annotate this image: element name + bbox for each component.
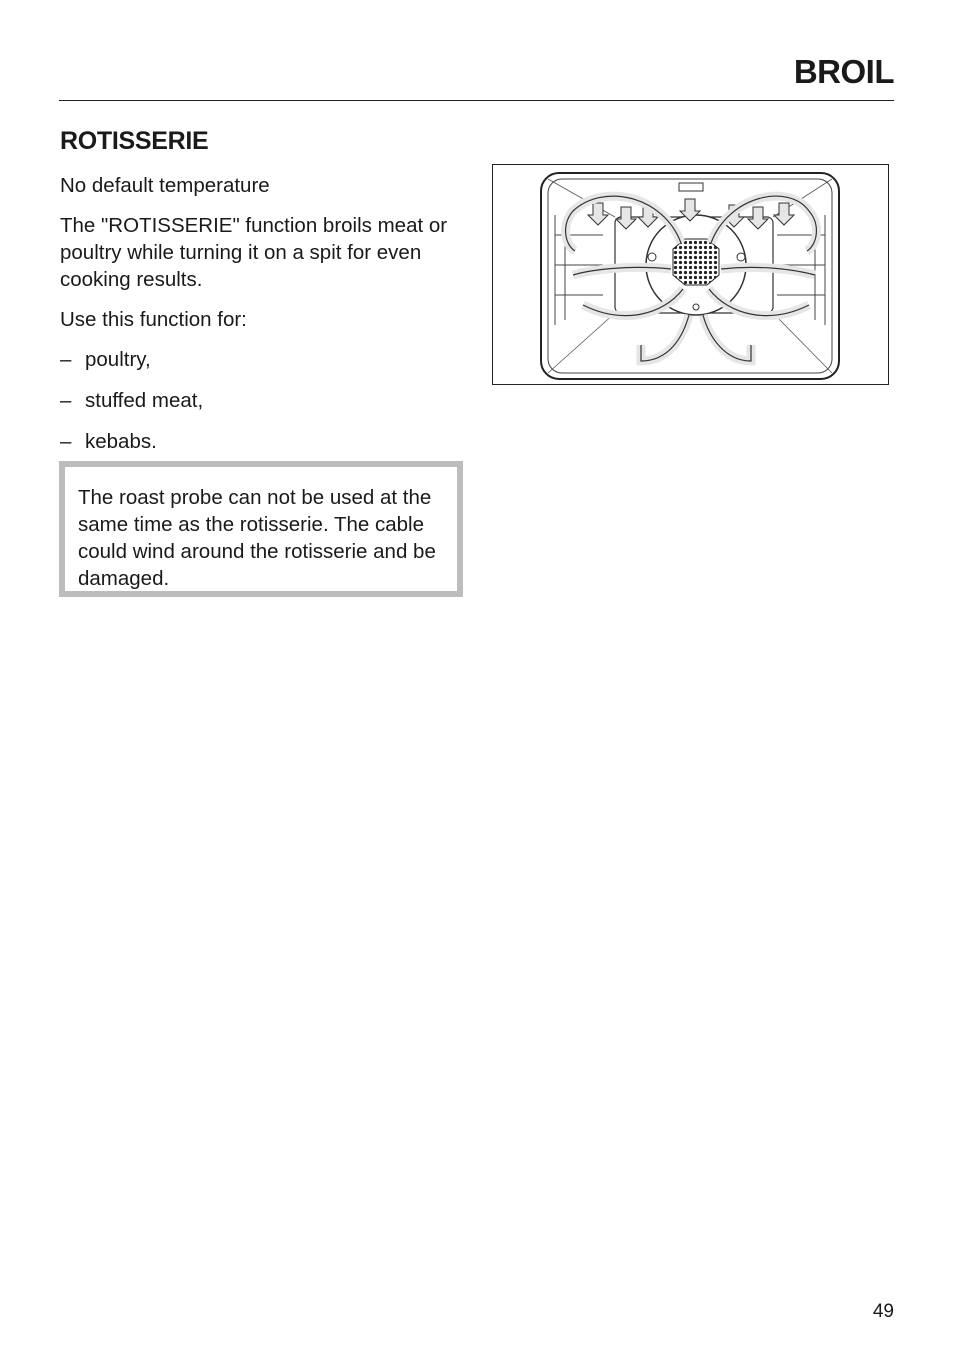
list-item (60, 428, 465, 455)
page-title: BROIL (793, 53, 894, 90)
list-item-text: poultry, (85, 348, 151, 371)
use-list (60, 346, 465, 455)
main-content (60, 124, 465, 469)
list-item (60, 387, 465, 414)
list-item (60, 346, 465, 373)
list-dash: – (60, 389, 72, 412)
list-item-text: stuffed meat, (85, 389, 204, 412)
default-temperature-text: No default temperature (60, 174, 270, 197)
list-item-text: kebabs. (85, 430, 157, 453)
page-number: 49 (872, 1301, 894, 1322)
use-for-intro: Use this function for: (60, 308, 247, 331)
header-divider (59, 100, 894, 101)
oven-airflow-figure (492, 164, 889, 385)
list-dash: – (60, 430, 72, 453)
function-description: The "ROTISSERIE" function broils meat or poultry while turning it on a spit for even cooking results. (60, 214, 448, 291)
list-dash: – (60, 348, 72, 371)
warning-note-text: The roast probe can not be used at the same time as the rotisserie. The cable could wind around the rotisserie and be damaged. (78, 486, 436, 590)
oven-airflow-diagram-icon (493, 165, 887, 383)
section-title: ROTISSERIE (60, 127, 209, 155)
warning-note-box (59, 461, 463, 597)
